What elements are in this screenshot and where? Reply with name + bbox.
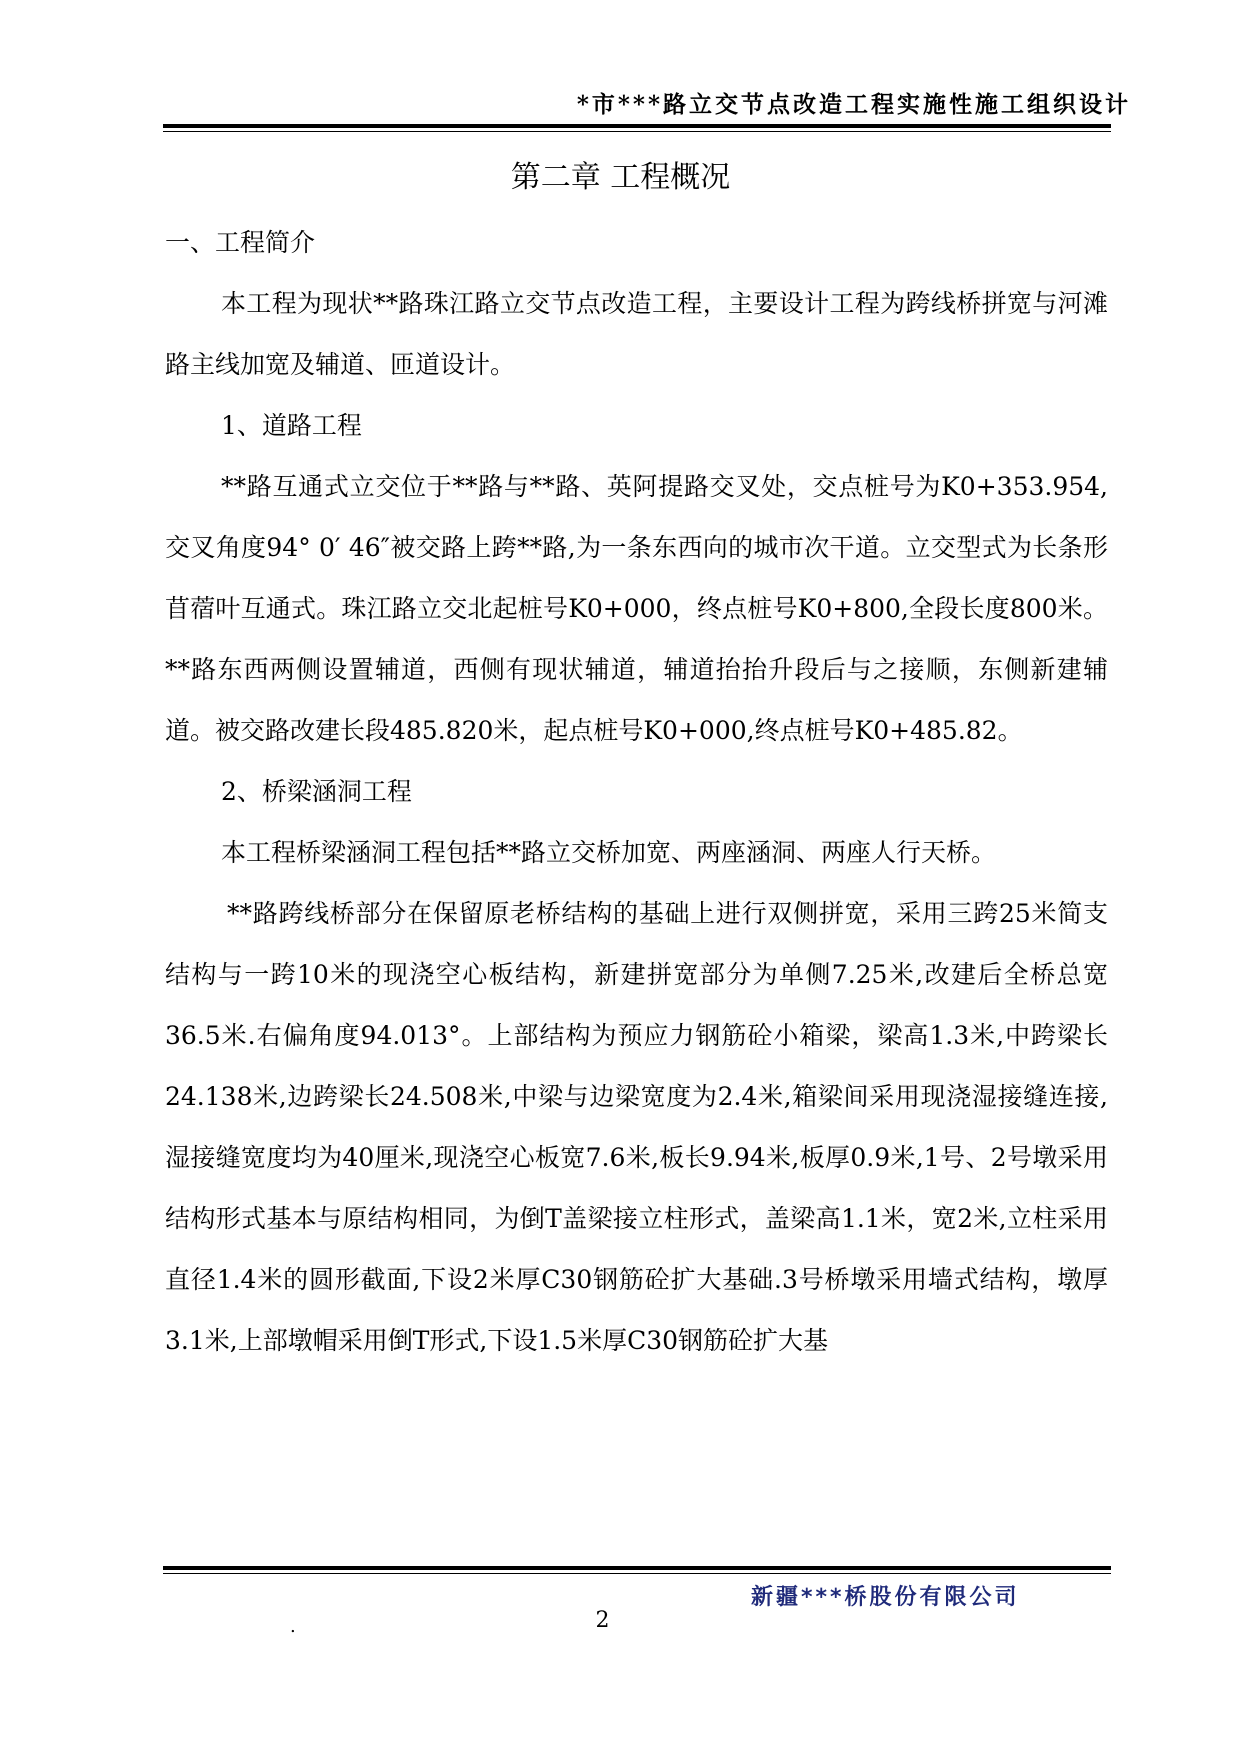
footer-dot: .	[290, 1616, 296, 1637]
header-rule-thick	[163, 124, 1111, 128]
subsection-heading-road: 1、道路工程	[221, 411, 362, 440]
header-rule-thin	[163, 131, 1111, 132]
document-body	[165, 212, 1108, 1371]
footer-rule-thin	[163, 1573, 1111, 1574]
chapter-title: 第二章 工程概况	[510, 160, 731, 195]
page-number: 2	[595, 1608, 610, 1633]
footer-rule-thick	[163, 1566, 1111, 1570]
paragraph-intro: 本工程为现状**路珠江路立交节点改造工程，主要设计工程为跨线桥拼宽与河滩路主线加宽及辅道、匝道设计。	[165, 289, 1108, 379]
paragraph-road: **路互通式立交位于**路与**路、英阿提路交叉处，交点桩号为K0+353.954,交叉角度94° 0′ 46″被交路上跨**路,为一条东西向的城市次干道。立交型式为长条形苜蓿叶互通式。珠江路立交北起桩号K0+000，终点桩号K0+800,全段长度800米。**路东西两侧设置辅道，西侧有现状辅道，辅道抬抬升段后与之接顺，东侧新建辅道。被交路改建长段485.820米，起点桩号K0+000,终点桩号K0+485.82。	[165, 472, 1108, 745]
section-heading-intro: 一、工程简介	[165, 228, 316, 257]
paragraph-bridge-detail: **路跨线桥部分在保留原老桥结构的基础上进行双侧拼宽，采用三跨25米简支结构与一跨10米的现浇空心板结构，新建拼宽部分为单侧7.25米,改建后全桥总宽36.5米.右偏角度94.013°。上部结构为预应力钢筋砼小箱梁，梁高1.3米,中跨梁长24.138米,边跨梁长24.508米,中梁与边梁宽度为2.4米,箱梁间采用现浇湿接缝连接,湿接缝宽度均为40厘米,现浇空心板宽7.6米,板长9.94米,板厚0.9米,1号、2号墩采用结构形式基本与原结构相同，为倒T盖梁接立柱形式，盖梁高1.1米，宽2米,立柱采用直径1.4米的圆形截面,下设2米厚C30钢筋砼扩大基础.3号桥墩采用墙式结构，墩厚3.1米,上部墩帽采用倒T形式,下设1.5米厚C30钢筋砼扩大基	[165, 899, 1108, 1355]
page-header-title: *市***路立交节点改造工程实施性施工组织设计	[576, 91, 1131, 118]
footer-company-name: 新疆***桥股份有限公司	[751, 1585, 1020, 1610]
paragraph-bridge-intro: 本工程桥梁涵洞工程包括**路立交桥加宽、两座涵洞、两座人行天桥。	[221, 838, 997, 867]
subsection-heading-bridge: 2、桥梁涵洞工程	[221, 777, 412, 806]
